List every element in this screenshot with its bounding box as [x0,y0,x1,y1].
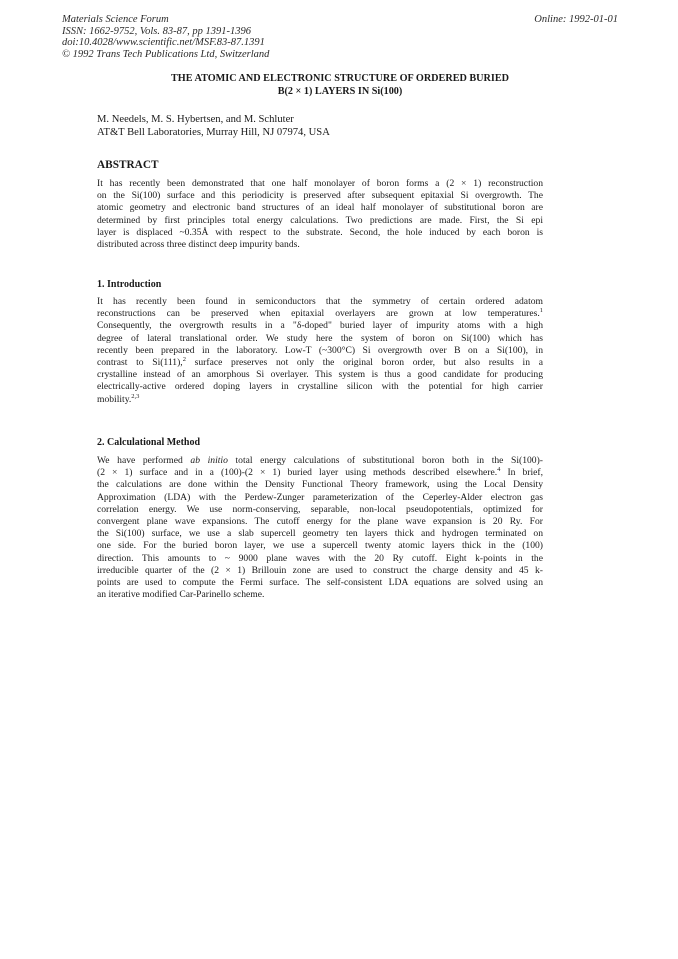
intro-line [97,357,543,369]
method-text: total energy calculations of substitutional boron both in the Si(100)- [227,455,543,466]
intro-line: It has recently been found in semiconductors that the symmetry of certain ordered adatom [97,296,543,307]
abstract-line: on the Si(100) surface and this periodicity is preserved after subsequent epitaxial Si overgrowth. The [97,190,543,202]
abstract-line: atomic geometry and electronic band structures of an ideal half monolayer of substitutional boron are [97,202,543,214]
abstract-line: distributed across three distinct deep impurity bands. [97,239,300,251]
copyright-line: © 1992 Trans Tech Publications Ltd, Switzerland [62,48,270,60]
method-heading: 2. Calculational Method [97,437,201,448]
method-line: one side. For the buried boron layer, we use a supercell twenty atomic layers thick in the (100) [97,540,543,552]
method-line [97,467,543,479]
method-line [97,455,543,467]
paper-title [62,73,618,98]
title-line-2: B(2 × 1) LAYERS IN Si(100) [277,85,403,97]
method-line: an iterative modified Car-Parinello scheme. [97,589,265,601]
method-line: the calculations are done within the Density Functional Theory framework, using the Local Density [97,479,543,491]
method-line: direction. This amounts to ~ 9000 plane waves with the 20 Ry cutoff. Eight k-points in the [97,552,543,564]
citation-ref: 2,3 [131,392,140,400]
issn-line: ISSN: 1662-9752, Vols. 83-87, pp 1391-1396 [62,25,251,37]
method-text: (2 × 1) surface and in a (100)-(2 × 1) buried layer using methods described elsewhere. [97,467,498,479]
journal-name: Materials Science Forum [62,14,169,25]
intro-line: electrically-active ordered doping layers in crystalline silicon with the potential for high carrier [97,381,543,393]
method-line: the Si(100) surface, we use a slab supercell geometry ten layers thick and hydrogen terminated on [97,528,543,540]
intro-text: surface preserves not only the original boron order, but also results in a [185,357,543,369]
abstract-line: layer is displaced ~0.35Å with respect to the substrate. Second, the hole induced by each boron is [97,226,543,238]
journal-header [62,14,618,60]
method-line: irreducible quarter of the (2 × 1) Brillouin zone are used to construct the charge density and 45 k- [97,564,543,576]
abstract-line: It has recently been demonstrated that one half monolayer of boron forms a (2 × 1) reconstruction [97,178,543,189]
abstract-heading: ABSTRACT [97,159,159,171]
abstract-line: determined by first principles total energy calculations. Two predictions are made. First, the Si epi [97,214,543,226]
author-names: M. Needels, M. S. Hybertsen, and M. Schluter [97,114,294,125]
introduction-body [97,296,543,406]
intro-line [97,308,543,320]
title-line-1: THE ATOMIC AND ELECTRONIC STRUCTURE OF ORDERED BURIED [170,73,510,84]
method-line: Approximation (LDA) with the Perdew-Zunger parameterization of the Ceperley-Alder electron gas [97,491,543,503]
method-line: correlation energy. We use norm-conserving, separable, non-local pseudopotentials, optimized for [97,503,543,515]
method-line: points are used to compute the Fermi surface. The self-consistent LDA equations are solved using an [97,577,543,589]
doi-line: doi:10.4028/www.scientific.net/MSF.83-87.1391 [62,37,265,49]
author-block [97,113,330,139]
introduction-heading: 1. Introduction [97,279,162,290]
citation-ref: 4 [497,466,501,474]
author-affiliation: AT&T Bell Laboratories, Murray Hill, NJ 07974, USA [97,127,330,138]
method-text: In brief, [500,467,543,479]
citation-ref: 2 [182,356,186,364]
method-line: convergent plane wave expansions. The cutoff energy for the plane wave expansion is 20 Ry. For [97,516,543,528]
method-body [97,455,543,601]
intro-text: contrast to Si(111), [97,357,183,369]
intro-line: recently been prepared in the laboratory. Low-T (~300°C) Si overgrowth over B on a Si(100), in [97,344,543,356]
intro-line: degree of lateral translational order. We study here the system of boron on Si(100) which has [97,332,543,344]
online-date: Online: 1992-01-01 [534,14,618,25]
method-italic-text: ab initio [190,455,228,466]
citation-ref: 1 [539,307,543,315]
intro-line: Consequently, the overgrowth results in a "δ-doped" buried layer of impurity atoms with a high [97,320,543,332]
method-text: We have performed [97,455,191,466]
intro-line [97,394,543,406]
intro-text: reconstructions can be preserved when epitaxial overlayers are grown at low temperatures. [97,308,540,320]
abstract-body [97,178,543,251]
intro-line: crystalline instead of an amorphous Si overlayer. This system is thus a good candidate for producing [97,369,543,381]
intro-text: mobility. [97,393,132,405]
